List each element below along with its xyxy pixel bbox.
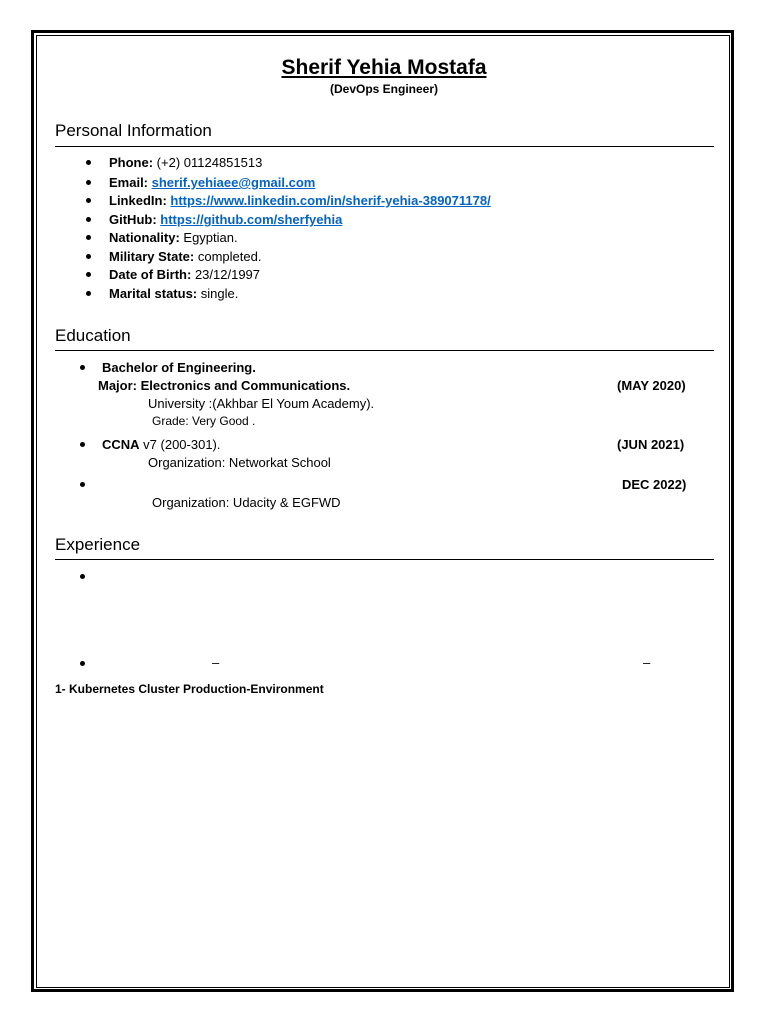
linkedin-link[interactable]: https://www.linkedin.com/in/sherif-yehia-389071178/ (170, 193, 491, 208)
ccna-organization: Organization: Networkat School (148, 455, 331, 470)
bullet-icon (80, 365, 85, 370)
experience-heading: Experience (55, 535, 141, 554)
section-divider (55, 146, 714, 147)
github-link[interactable]: https://github.com/sherfyehia (160, 212, 343, 227)
bullet-icon (86, 180, 91, 185)
bullet-icon (80, 482, 85, 487)
linkedin-item: LinkedIn: https://www.linkedin.com/in/sherif-yehia-389071178/ (109, 193, 491, 208)
military-item: Military State: completed. (109, 249, 262, 264)
education-heading: Education (55, 326, 131, 345)
bullet-icon (86, 217, 91, 222)
marital-item: Marital status: single. (109, 286, 239, 301)
degree-text: Bachelor of Engineering. (102, 360, 256, 375)
section-divider (55, 559, 714, 560)
resume-name: Sherif Yehia Mostafa (281, 56, 487, 79)
experience-dash-left: – (212, 655, 220, 670)
phone-item: Phone: (+2) 01124851513 (109, 155, 263, 170)
bullet-icon (80, 574, 85, 579)
section-divider (55, 350, 714, 351)
university-text: University :(Akhbar El Youm Academy). (148, 396, 375, 411)
ccna-text: CCNA v7 (200-301). (102, 437, 221, 452)
email-item: Email: sherif.yehiaee@gmail.com (109, 175, 316, 190)
github-item: GitHub: https://github.com/sherfyehia (109, 212, 343, 227)
bullet-icon (86, 291, 91, 296)
nationality-item: Nationality: Egyptian. (109, 230, 238, 245)
grade-text: Grade: Very Good . (152, 414, 256, 428)
personal-info-heading: Personal Information (55, 121, 212, 140)
third-course-date: DEC 2022) (622, 477, 687, 492)
resume-job-title: (DevOps Engineer) (329, 82, 439, 96)
major-date: (MAY 2020) (617, 378, 686, 393)
experience-dash-right: – (643, 655, 651, 670)
bullet-icon (86, 160, 91, 165)
bullet-icon (86, 254, 91, 259)
bullet-icon (80, 661, 85, 666)
dob-item: Date of Birth: 23/12/1997 (109, 267, 261, 282)
third-course-organization: Organization: Udacity & EGFWD (152, 495, 341, 510)
project-title: 1- Kubernetes Cluster Production-Environment (55, 682, 324, 696)
bullet-icon (80, 442, 85, 447)
bullet-icon (86, 272, 91, 277)
ccna-date: (JUN 2021) (617, 437, 685, 452)
bullet-icon (86, 235, 91, 240)
email-link[interactable]: sherif.yehiaee@gmail.com (151, 175, 316, 190)
bullet-icon (86, 198, 91, 203)
major-text: Major: Electronics and Communications. (98, 378, 351, 393)
